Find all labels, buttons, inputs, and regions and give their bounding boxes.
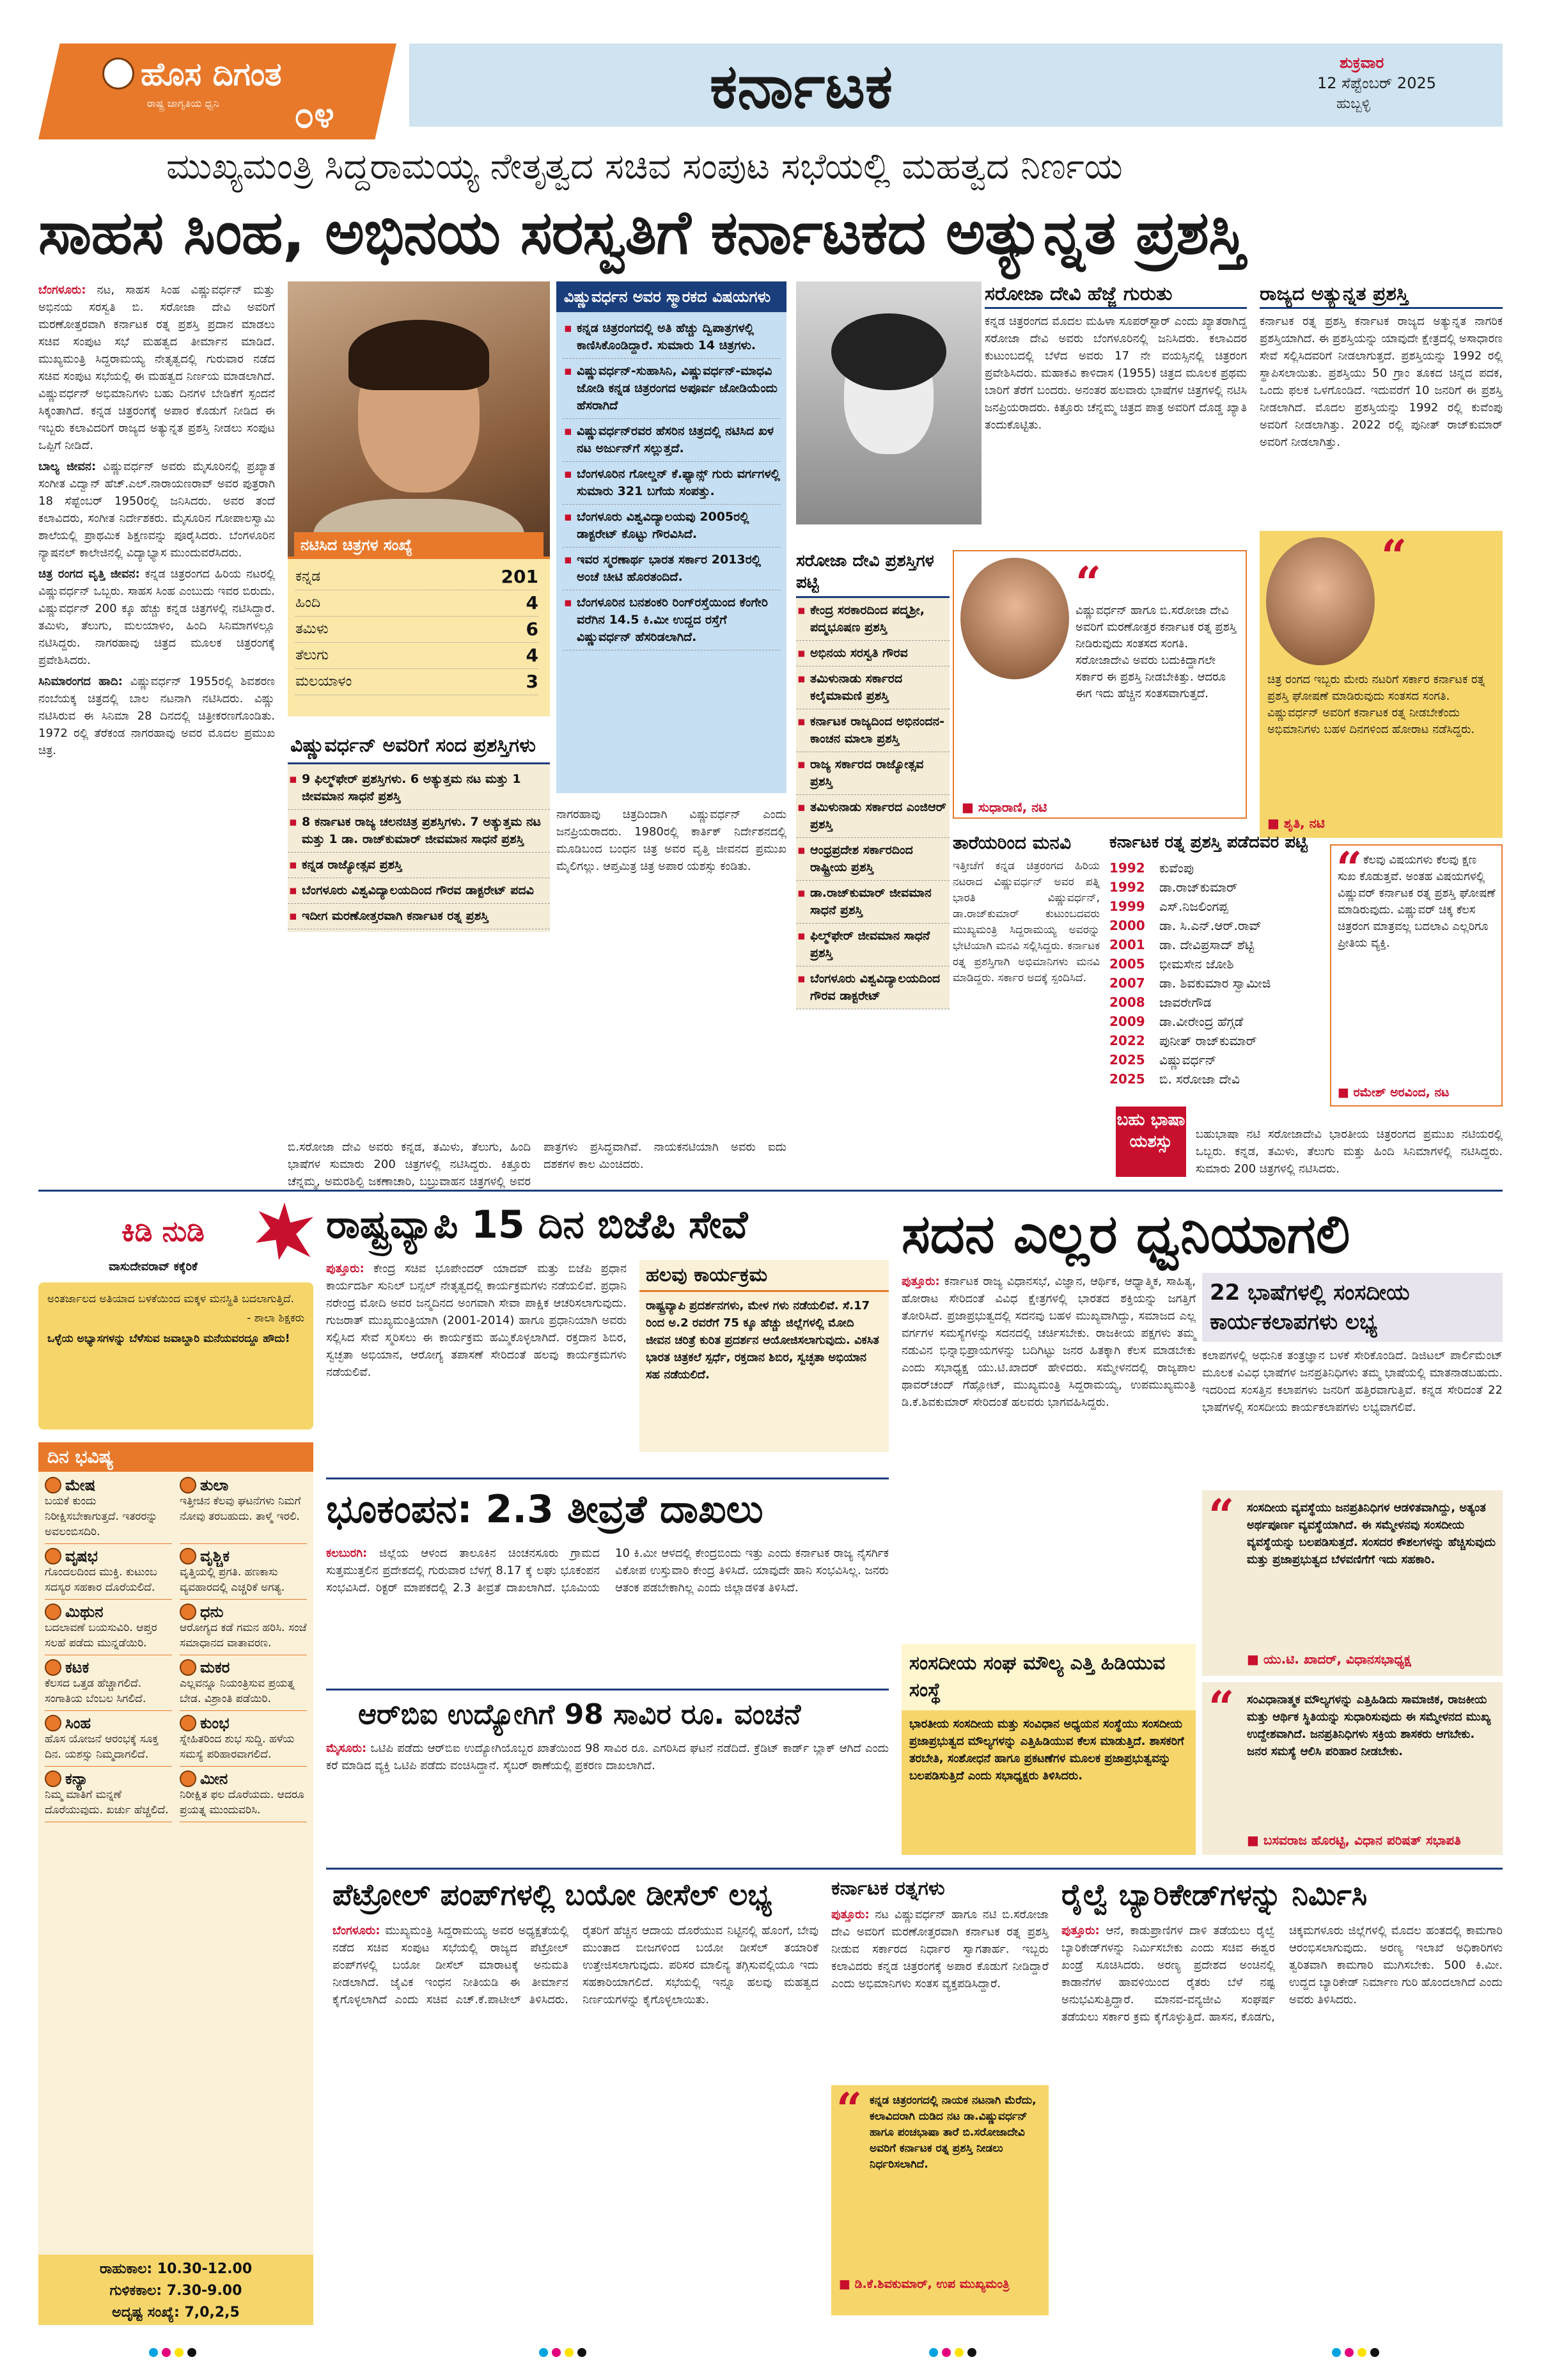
guli-time: 7.30-9.00	[166, 2283, 242, 2299]
films-count-value: 3	[526, 671, 538, 692]
sadana-quote-1-author-text: ಯು.ಟಿ. ಖಾದರ್, ವಿಧಾನಸಭಾಧ್ಯಕ್ಷ	[1263, 1651, 1411, 1667]
films-count-row	[295, 590, 538, 617]
memorial-title: ವಿಷ್ಣುವರ್ಧನ ಅವರ ಸ್ಮಾರಕದ ವಿಷಯಗಳು	[556, 281, 786, 312]
list-item: ▪ ತಮಿಳುನಾಡು ಸರ್ಕಾರದ ಕಲೈಮಾಮಣಿ ಪ್ರಶಸ್ತಿ	[796, 666, 950, 709]
kidi-nudi-box	[38, 1202, 313, 1433]
horoscope-sign-text: ಸ್ನೇಹಿತರಿಂದ ಶುಭ ಸುದ್ದಿ. ಹಳೆಯ ಸಮಸ್ಯೆ ಪರಿಹಾರವಾಗಲಿದೆ.	[180, 1733, 295, 1761]
horoscope-sign-name: ಧನು	[200, 1603, 224, 1621]
quote-ramesh-author: ■ ರಮೇಶ್ ಅರವಿಂದ, ನಟ	[1338, 1085, 1450, 1099]
horoscope-sign	[180, 1715, 307, 1767]
horoscope-sign-text: ವೃತ್ತಿಯಲ್ಲಿ ಪ್ರಗತಿ. ಹಣಕಾಸು ವ್ಯವಹಾರದಲ್ಲಿ ಎಚ್ಚರಿಕೆ ಅಗತ್ಯ.	[180, 1566, 285, 1594]
horoscope-sign-text: ಹೊಸ ಯೋಜನೆ ಆರಂಭಕ್ಕೆ ಸೂಕ್ತ ದಿನ. ಯಶಸ್ಸು ನಿಮ್ಮದಾಗಲಿದೆ.	[45, 1733, 159, 1761]
horoscope-sign-name: ವೃಶ್ಚಿಕ	[200, 1547, 230, 1565]
zodiac-icon	[180, 1548, 196, 1564]
brand-tagline: ರಾಷ್ಟ್ರ ಜಾಗೃತಿಯ ಧ್ವನಿ	[147, 97, 219, 109]
zodiac-icon	[180, 1604, 196, 1620]
quote-sudharani	[953, 550, 1247, 819]
shruthi-photo	[1266, 537, 1375, 665]
films-count-value: 6	[526, 619, 538, 640]
kidi-title: ಕಿಡಿ ನುಡಿ	[121, 1215, 205, 1248]
horoscope-sign	[45, 1604, 172, 1655]
recipient-year: 2025	[1109, 1052, 1145, 1068]
horoscope-sign-name: ಮೇಷ	[65, 1476, 96, 1494]
recipient-row	[1109, 858, 1320, 878]
logo-emblem-icon	[102, 58, 134, 90]
saroja-awards-list	[796, 598, 950, 1009]
masthead-day: ಶುಕ್ರವಾರ	[1340, 54, 1384, 72]
ratna-body-col	[831, 1906, 1049, 1992]
quake-headline: ಭೂಕಂಪನ: 2.3 ತೀವ್ರತೆ ದಾಖಲು	[326, 1487, 763, 1532]
recipient-name: ಡಾ.ರಾಜ್‌ಕುಮಾರ್	[1159, 879, 1238, 895]
list-item: ▪ ಬೆಂಗಳೂರು ವಿಶ್ವವಿದ್ಯಾಲಯವು 2005ರಲ್ಲಿ ಡಾಕ್ಟರೇಟ್ ಕೊಟ್ಟು ಗೌರವಿಸಿದೆ.	[563, 505, 780, 548]
stars-appeal	[953, 831, 1100, 986]
horoscope-sign-name: ಮಿಥುನ	[65, 1603, 104, 1621]
state-award-title: ರಾಜ್ಯದ ಅತ್ಯುನ್ನತ ಪ್ರಶಸ್ತಿ	[1260, 281, 1503, 309]
recipient-name: ಎಸ್.ನಿಜಲಿಂಗಪ್ಪ	[1159, 899, 1228, 914]
horoscope-sign-header	[180, 1604, 307, 1620]
lead-kicker: ಮುಖ್ಯಮಂತ್ರಿ ಸಿದ್ದರಾಮಯ್ಯ ನೇತೃತ್ವದ ಸಚಿವ ಸಂಪುಟ ಸಭೆಯಲ್ಲಿ ಮಹತ್ವದ ನಿರ್ಣಯ	[166, 146, 1123, 187]
rbi-dateline: ಮೈಸೂರು:	[326, 1742, 367, 1755]
sadana-quote-1-author: ■ ಯು.ಟಿ. ಖಾದರ್, ವಿಧಾನಸಭಾಧ್ಯಕ್ಷ	[1247, 1651, 1411, 1667]
horoscope-sign-header	[45, 1715, 172, 1731]
horoscope-sign-name: ಕುಂಭ	[200, 1714, 230, 1732]
lead-body-5: ನಾಗರಹಾವು ಚಿತ್ರದಿಂದಾಗಿ ವಿಷ್ಣುವರ್ಧನ್ ಎಂದು ಜನಪ್ರಿಯರಾದರು. 1980ರಲ್ಲಿ ಕಾರ್ತಿಕ್ ನಿರ್ದೇಶನದಲ್ಲಿ ಮೂಡಿಬಂದ ಬಂಧನ ಚಿತ್ರ ಅವರ ವೃತ್ತಿ ಜೀವನದ ಪ್ರಮುಖ ಮೈಲಿಗಲ್ಲು. ಆಪ್ತಮಿತ್ರ ಚಿತ್ರ ಅಪಾರ ಯಶಸ್ಸು ಕಂಡಿತು.	[556, 808, 786, 873]
quote-mark-icon: “	[1381, 530, 1407, 583]
recipient-name: ಡಾ. ಸಿ.ಎನ್.ಆರ್.ರಾವ್	[1159, 918, 1262, 933]
multilingual-badge-text: ಬಹು ಭಾಷಾ ಯಶಸ್ಸು	[1116, 1110, 1185, 1151]
recipient-year: 2008	[1109, 995, 1145, 1010]
quote-mark-icon: “	[1076, 556, 1102, 610]
horoscope-sign	[45, 1477, 172, 1544]
recipient-year: 2007	[1109, 975, 1145, 991]
bjp-box-body: ರಾಷ್ಟ್ರವ್ಯಾಪಿ ಪ್ರದರ್ಶನಗಳು, ಮೇಳ ಗಳು ನಡೆಯಲಿವೆ. ಸೆ.17 ರಿಂದ ಅ.2 ರವರೆಗೆ 75 ಕ್ಕೂ ಹೆಚ್ಚು ಜಿಲ್ಲೆಗಳಲ್ಲಿ ಮೋದಿ ಜೀವನ ಚರಿತ್ರೆ ಕುರಿತ ಪ್ರದರ್ಶನ ಆಯೋಜಿಸಲಾಗುವುದು. ವಿಕಸಿತ ಭಾರತ ಚಿತ್ರಕಲೆ ಸ್ಪರ್ಧೆ, ರಕ್ತದಾನ ಶಿಬಿರ, ಸ್ವಚ್ಛತಾ ಅಭಿಯಾನ ಸಹ ನಡೆಯಲಿದೆ.	[646, 1299, 879, 1382]
rahu-label: ರಾಹುಕಾಲ:	[99, 2261, 153, 2277]
ratna-body: ನಟ ವಿಷ್ಣುವರ್ಧನ್ ಹಾಗೂ ನಟಿ ಬಿ.ಸರೋಜಾ ದೇವಿ ಅವರಿಗೆ ಮರಣೋತ್ತರವಾಗಿ ಕರ್ನಾಟಕ ರತ್ನ ಪ್ರಶಸ್ತಿ ನೀಡುವ ಸರ್ಕಾರದ ನಿರ್ಧಾರ ಸ್ವಾಗತಾರ್ಹ. ಇಬ್ಬರು ಕಲಾವಿದರು ಕನ್ನಡ ಚಿತ್ರರಂಗಕ್ಕೆ ಅಪಾರ ಕೊಡುಗೆ ನೀಡಿದ್ದಾರೆ ಎಂದು ಅಭಿಮಾನಿಗಳು ಸಂತಸ ವ್ಯಕ್ತಪಡಿಸಿದ್ದಾರೆ.	[831, 1908, 1049, 1990]
lead-body-4: ವಿಷ್ಣುವರ್ಧನ್ 1955ರಲ್ಲಿ ಶಿವಶರಣ ನಂಬೆಯಕ್ಕ ಚಿತ್ರದಲ್ಲಿ ಬಾಲ ನಟನಾಗಿ ನಟಿಸಿದರು. ವಿಷ್ಣು ನಟಿಸಿರುವ ಈ ಸಿನಿಮಾ 28 ದಿನದಲ್ಲಿ ಚಿತ್ರೀಕರಣಗೊಂಡಿತು. 1972 ರಲ್ಲಿ ತೆರೆಕಂಡ ನಾಗರಹಾವು ಅವರ ಮೊದಲ ಪ್ರಮುಖ ಚಿತ್ರ.	[38, 675, 275, 757]
list-item: ▪ ಕನ್ನಡ ಚಿತ್ರರಂಗದಲ್ಲಿ ಅತಿ ಹೆಚ್ಚು ದ್ವಿಪಾತ್ರಗಳಲ್ಲಿ ಕಾಣಿಸಿಕೊಂಡಿದ್ದಾರೆ. ಸುಮಾರು 14 ಚಿತ್ರಗಳು.	[563, 316, 780, 359]
list-item: ▪ ಬೆಂಗಳೂರು ವಿಶ್ವವಿದ್ಯಾಲಯದಿಂದ ಗೌರವ ಡಾಕ್ಟರೇಟ್ ಪದವಿ	[288, 878, 550, 904]
zodiac-icon	[180, 1659, 196, 1676]
bjp-body-col	[326, 1260, 627, 1381]
recipient-name: ಕುವೆಂಪು	[1159, 860, 1194, 876]
list-item: ▪ ಬೆಂಗಳೂರಿನ ಗೋಲ್ಡನ್‌ ಕೆ.ಫ್ಯಾನ್ಸ್ ಗುರು ವರ್ಗಗಳಲ್ಲಿ ಸುಮಾರು 321 ಬಗೆಯ ಸಂಪತ್ತು.	[563, 462, 780, 505]
lead-sub-2: ಚಿತ್ರ ರಂಗದ ವೃತ್ತಿ ಜೀವನ:	[38, 567, 140, 581]
sadana-quote-1	[1202, 1490, 1503, 1676]
lead-dateline: ಬೆಂಗಳೂರು:	[38, 283, 86, 297]
films-count-row	[295, 643, 538, 669]
guli-label: ಗುಳಿಕಕಾಲ:	[109, 2283, 162, 2299]
recipient-row	[1109, 1050, 1320, 1069]
quote-ramesh	[1330, 844, 1503, 1107]
ratna-author-text: ಡಿ.ಕೆ.ಶಿವಕುಮಾರ್, ಉಪ ಮುಖ್ಯಮಂತ್ರಿ	[854, 2277, 1010, 2291]
sadana-body-col	[902, 1273, 1196, 1411]
rbi-rule	[326, 1689, 889, 1690]
quote-shruthi	[1260, 531, 1503, 838]
quote-mark-icon: “	[1336, 842, 1363, 895]
zodiac-icon	[45, 1659, 61, 1676]
section-title: ಕರ್ನಾಟಕ	[710, 50, 893, 122]
vishnu-awards-list	[288, 764, 550, 932]
films-count-row	[295, 669, 538, 695]
brand-name: ಹೊಸ ದಿಗಂತ	[141, 55, 282, 93]
sadana-side-body: ಕಲಾಪಗಳಲ್ಲಿ ಅಧುನಿಕ ತಂತ್ರಜ್ಞಾನ ಬಳಕೆ ಸೇರಿಕೊಂಡಿದೆ. ಡಿಜಿಟಲ್ ಪಾರ್ಲಿಮೆಂಟ್ ಮೂಲಕ ವಿವಿಧ ಭಾಷೆಗಳ ಜನಪ್ರತಿನಿಧಿಗಳು ತಮ್ಮ ಭಾಷೆಯಲ್ಲಿ ಮಾತನಾಡಬಹುದು. ಇದರಿಂದ ಸಂಸತ್ತಿನ ಕಲಾಪಗಳು ಜನರಿಗೆ ಹತ್ತಿರವಾಗುತ್ತಿವೆ. ಕನ್ನಡ ಸೇರಿದಂತೆ 22 ಭಾಷೆಗಳಲ್ಲಿ ಸಂಸದೀಯ ಕಾರ್ಯಕಲಾಪಗಳು ಲಭ್ಯವಾಗಲಿವೆ.	[1202, 1349, 1503, 1414]
sadana-quote-2-author: ■ ಬಸವರಾಜ ಹೊರಟ್ಟಿ, ವಿಧಾನ ಪರಿಷತ್ ಸಭಾಪತಿ	[1247, 1832, 1461, 1848]
quote-ramesh-author-text: ರಮೇಶ್ ಅರವಿಂದ, ನಟ	[1353, 1085, 1450, 1099]
state-award-box	[1260, 281, 1503, 451]
lead-headline: ಸಾಹಸ ಸಿಂಹ, ಅಭಿನಯ ಸರಸ್ವತಿಗೆ ಕರ್ನಾಟಕದ ಅತ್ಯುನ್ನತ ಪ್ರಶಸ್ತಿ	[38, 198, 1245, 268]
recipient-year: 2022	[1109, 1033, 1145, 1048]
recipient-year: 2001	[1109, 937, 1145, 952]
sadana-box	[902, 1644, 1196, 1855]
recipient-year: 2025	[1109, 1071, 1145, 1087]
quote-shruthi-author-text: ಶೃತಿ, ನಟಿ	[1283, 816, 1325, 831]
horoscope-sign-header	[180, 1548, 307, 1564]
zodiac-icon	[45, 1604, 61, 1620]
section-divider-2	[326, 1868, 1503, 1870]
horoscope-sign-header	[45, 1477, 172, 1493]
films-count-value: 4	[526, 645, 538, 666]
horoscope-box	[38, 1442, 313, 2325]
recipient-row	[1109, 1069, 1320, 1089]
railway-body-col	[1061, 1922, 1503, 2319]
zodiac-icon	[180, 1770, 196, 1787]
list-item: ▪ ಇವರ ಸ್ಮರಣಾರ್ಥ ಭಾರತ ಸರ್ಕಾರ 2013ರಲ್ಲಿ ಅಂಚೆ ಚೀಟಿ ಹೊರತಂದಿದೆ.	[563, 548, 780, 590]
petrol-body-col	[332, 1922, 818, 2319]
recipient-row	[1109, 897, 1320, 916]
saroja-devi-photo	[796, 281, 982, 524]
films-count-language: ಕನ್ನಡ	[295, 569, 321, 585]
ratna-author: ■ ಡಿ.ಕೆ.ಶಿವಕುಮಾರ್, ಉಪ ಮುಖ್ಯಮಂತ್ರಿ	[839, 2277, 1010, 2291]
lead-body-3: ಕನ್ನಡ ಚಿತ್ರರಂಗದ ಹಿರಿಯ ನಟರಲ್ಲಿ ವಿಷ್ಣುವರ್ಧನ್ ಒಬ್ಬರು. ಸಾಹಸ ಸಿಂಹ ಎಂಬುದು ಇವರ ಬಿರುದು. ವಿಷ್ಣುವರ್ಧನ್ 200 ಕ್ಕೂ ಹೆಚ್ಚು ಕನ್ನಡ ಚಿತ್ರಗಳಲ್ಲಿ ನಟಿಸಿದ್ದಾರೆ. ತಮಿಳು, ತೆಲುಗು, ಮಲಯಾಳಂ, ಹಿಂದಿ ಸಿನಿಮಾಗಳಲ್ಲೂ ನಟಿಸಿದ್ದರು. ನಾಗರಹಾವು ಚಿತ್ರದ ಮೂಲಕ ಚಿತ್ರರಂಗಕ್ಕೆ ಪ್ರವೇಶಿಸಿದರು.	[38, 567, 275, 667]
print-marks	[0, 2341, 1541, 2367]
horoscope-footer	[38, 2255, 313, 2325]
recipient-row	[1109, 993, 1320, 1012]
horoscope-sign-header	[45, 1548, 172, 1564]
horoscope-sign	[45, 1659, 172, 1711]
page-number: ೦೪	[294, 95, 334, 136]
recipient-name: ಬಿ. ಸರೋಜಾ ದೇವಿ	[1159, 1071, 1240, 1087]
ratna-dateline: ಪುತ್ತೂರು:	[831, 1908, 870, 1921]
kidi-line-1: ಅಂತರ್ಜಾಲದ ಅತಿಯಾದ ಬಳಕೆಯಿಂದ ಮಕ್ಕಳ ಮನಸ್ಥಿತಿ ಬದಲಾಗುತ್ತಿದೆ.	[47, 1293, 294, 1305]
ratna-quote: ಕನ್ನಡ ಚಿತ್ರರಂಗದಲ್ಲಿ ನಾಯಕ ನಟನಾಗಿ ಮೆರೆದು, ಕಲಾವಿದರಾಗಿ ದುಡಿದ ನಟ ಡಾ.ವಿಷ್ಣುವರ್ಧನ್ ಹಾಗೂ ಪಂಚಭಾಷಾ ತಾರೆ ಬಿ.ಸರೋಜಾದೇವಿ ಅವರಿಗೆ ಕರ್ನಾಟಕ ರತ್ನ ಪ್ರಶಸ್ತಿ ನೀಡಲು ನಿರ್ಧರಿಸಲಾಗಿದೆ.	[870, 2094, 1036, 2171]
films-count-language: ತೆಲುಗು	[295, 647, 329, 663]
films-count-language: ಮಲಯಾಳಂ	[295, 674, 352, 690]
sadana-body: ಕರ್ನಾಟಕ ರಾಜ್ಯ ವಿಧಾನಸಭೆ, ವಿಜ್ಞಾನ, ಆರ್ಥಿಕ, ಆಧ್ಯಾತ್ಮಿಕ, ಸಾಹಿತ್ಯ, ಹೋರಾಟ ಸೇರಿದಂತೆ ವಿವಿಧ ಕ್ಷೇತ್ರಗಳಲ್ಲಿ ಭಾರತದ ಶಕ್ತಿಯನ್ನು ಜಗತ್ತಿಗೆ ತೋರಿಸಿದೆ. ಪ್ರಜಾಪ್ರಭುತ್ವದಲ್ಲಿ ಸದನವು ಬಹಳ ಮುಖ್ಯವಾಗಿದ್ದು, ಸಮಾಜದ ಎಲ್ಲ ವರ್ಗಗಳ ಸಮಸ್ಯೆಗಳನ್ನು ಸದನದಲ್ಲಿ ಚರ್ಚಿಸಬೇಕು. ರಾಜಕೀಯ ಪಕ್ಷಗಳು ತಮ್ಮ ನಡುವಿನ ಭಿನ್ನಾಭಿಪ್ರಾಯಗಳನ್ನು ಬದಿಗಿಟ್ಟು ಜನರ ಹಿತಕ್ಕಾಗಿ ಕೆಲಸ ಮಾಡಬೇಕು ಎಂದು ಸಭಾಧ್ಯಕ್ಷ ಯು.ಟಿ.ಖಾದರ್ ಹೇಳಿದರು. ಸಮ್ಮೇಳನದಲ್ಲಿ ರಾಜ್ಯಪಾಲ ಥಾವರ್‌ಚಂದ್ ಗೆಹ್ಲೋಟ್, ಮುಖ್ಯಮಂತ್ರಿ ಸಿದ್ದರಾಮಯ್ಯ, ಉಪಮುಖ್ಯಮಂತ್ರಿ ಡಿ.ಕೆ.ಶಿವಕುಮಾರ್ ಸೇರಿದಂತೆ ಹಲವರು ಭಾಗವಹಿಸಿದ್ದರು.	[902, 1275, 1196, 1409]
vishnu-memorial-box	[556, 281, 786, 793]
recipient-name: ಭೀಮಸೇನ ಜೋಶಿ	[1159, 956, 1234, 972]
horoscope-sign	[180, 1604, 307, 1655]
lead-sub-3: ಸಿನಿಮಾರಂಗದ ಹಾದಿ:	[38, 675, 123, 688]
railway-headline: ರೈಲ್ವೆ ಬ್ಯಾರಿಕೇಡ್‌ಗಳನ್ನು ನಿರ್ಮಿಸಿ	[1061, 1877, 1368, 1912]
lead-column-3	[556, 806, 786, 875]
recipient-row	[1109, 973, 1320, 993]
sadana-headline: ಸದನ ಎಲ್ಲರ ಧ್ವನಿಯಾಗಲಿ	[902, 1202, 1350, 1265]
horoscope-grid	[38, 1472, 313, 1827]
railway-body: ಆನೆ, ಕಾಡುಪ್ರಾಣಿಗಳ ದಾಳಿ ತಡೆಯಲು ರೈಲ್ವೆ ಬ್ಯಾರಿಕೇಡ್‌ಗಳನ್ನು ನಿರ್ಮಿಸಬೇಕು ಎಂದು ಸಚಿವ ಈಶ್ವರ ಖಂಡ್ರೆ ಸೂಚಿಸಿದರು. ಅರಣ್ಯ ಪ್ರದೇಶದ ಅಂಚಿನಲ್ಲಿ ಕಾಡಾನೆಗಳ ಹಾವಳಿಯಿಂದ ರೈತರು ಬೆಳೆ ನಷ್ಟ ಅನುಭವಿಸುತ್ತಿದ್ದಾರೆ. ಮಾನವ-ವನ್ಯಜೀವಿ ಸಂಘರ್ಷ ತಡೆಯಲು ಸರ್ಕಾರ ಕ್ರಮ ಕೈಗೊಳ್ಳುತ್ತಿದೆ. ಹಾಸನ, ಕೊಡಗು, ಚಿಕ್ಕಮಗಳೂರು ಜಿಲ್ಲೆಗಳಲ್ಲಿ ಮೊದಲ ಹಂತದಲ್ಲಿ ಕಾಮಗಾರಿ ಆರಂಭಿಸಲಾಗುವುದು. ಅರಣ್ಯ ಇಲಾಖೆ ಅಧಿಕಾರಿಗಳು ತ್ವರಿತವಾಗಿ ಕಾಮಗಾರಿ ಮುಗಿಸಬೇಕು. 500 ಕಿ.ಮೀ. ಉದ್ದದ ಬ್ಯಾರಿಕೇಡ್ ನಿರ್ಮಾಣ ಗುರಿ ಹೊಂದಲಾಗಿದೆ ಎಂದು ಅವರು ತಿಳಿಸಿದರು.	[1061, 1924, 1503, 2024]
films-count-language: ಹಿಂದಿ	[295, 595, 321, 611]
kidi-burst-icon	[256, 1202, 313, 1260]
print-dots-3	[927, 2347, 978, 2360]
recipient-year: 1992	[1109, 879, 1145, 895]
quake-dateline: ಕಲಬುರಗಿ:	[326, 1547, 368, 1560]
films-count-box	[288, 536, 550, 716]
horoscope-sign	[45, 1548, 172, 1600]
horoscope-sign	[180, 1548, 307, 1600]
horoscope-sign-text: ಕೆಲಸದ ಒತ್ತಡ ಹೆಚ್ಚಾಗಲಿದೆ. ಸಂಗಾತಿಯ ಬೆಂಬಲ ಸಿಗಲಿದೆ.	[45, 1677, 146, 1705]
horoscope-sign-text: ನಿರೀಕ್ಷಿತ ಫಲ ದೊರೆಯದು. ಆದರೂ ಪ್ರಯತ್ನ ಮುಂದುವರಿಸಿ.	[180, 1788, 304, 1817]
zodiac-icon	[45, 1477, 61, 1493]
list-item: ▪ ಆಂಧ್ರಪ್ರದೇಶ ಸರ್ಕಾರದಿಂದ ರಾಷ್ಟ್ರೀಯ ಪ್ರಶಸ್ತಿ	[796, 838, 950, 881]
lead-body-6: ಬಿ.ಸರೋಜಾ ದೇವಿ ಅವರು ಕನ್ನಡ, ತಮಿಳು, ತೆಲುಗು, ಹಿಂದಿ ಭಾಷೆಗಳ ಸುಮಾರು 200 ಚಿತ್ರಗಳಲ್ಲಿ ನಟಿಸಿದ್ದರು. ಕಿತ್ತೂರು ಚೆನ್ನಮ್ಮ, ಅಮರಶಿಲ್ಪಿ ಜಕಣಾಚಾರಿ, ಬಬ್ರುವಾಹನ ಚಿತ್ರಗಳಲ್ಲಿ ಅವರ ಪಾತ್ರಗಳು ಪ್ರಸಿದ್ಧವಾಗಿವೆ. ನಾಯಕನಟಿಯಾಗಿ ಅವರು ಐದು ದಶಕಗಳ ಕಾಲ ಮಿಂಚಿದರು.	[288, 1140, 786, 1188]
photo-hair-shape	[348, 320, 489, 390]
films-count-title: ನಟಿಸಿದ ಚಿತ್ರಗಳ ಸಂಖ್ಯೆ	[294, 532, 544, 558]
quote-mark-icon: “	[836, 2083, 863, 2136]
quote-shruthi-text: ಚಿತ್ರ ರಂಗದ ಇಬ್ಬರು ಮೇರು ನಟರಿಗೆ ಸರ್ಕಾರ ಕರ್ನಾಟಕ ರತ್ನ ಪ್ರಶಸ್ತಿ ಘೋಷಣೆ ಮಾಡಿರುವುದು ಸಂತಸದ ಸಂಗತಿ. ವಿಷ್ಣುವರ್ಧನ್ ಅವರಿಗೆ ಕರ್ನಾಟಕ ರತ್ನ ನೀಡಬೇಕೆಂದು ಅಭಿಮಾನಿಗಳು ಬಹಳ ದಿನಗಳಿಂದ ಹೋರಾಟ ನಡೆಸಿದ್ದರು.	[1267, 673, 1485, 736]
bjp-box	[639, 1260, 889, 1452]
print-dots-4	[1330, 2347, 1381, 2360]
lead-body-2: ವಿಷ್ಣುವರ್ಧನ್ ಅವರು ಮೈಸೂರಿನಲ್ಲಿ ಪ್ರಖ್ಯಾತ ಸಂಗೀತ ವಿದ್ವಾನ್ ಹೆಚ್.ಎಲ್.ನಾರಾಯಣರಾವ್ ಅವರ ಪುತ್ರರಾಗಿ 18 ಸೆಪ್ಟೆಂಬರ್ 1950ರಲ್ಲಿ ಜನಿಸಿದರು. ಅವರ ತಂದೆ ಕಲಾವಿದರು, ಸಂಗೀತ ನಿರ್ದೇಶಕರು. ಮೈಸೂರಿನ ಗೋಪಾಲಸ್ವಾಮಿ ಶಾಲೆಯಲ್ಲಿ ಪ್ರಾಥಮಿಕ ಶಿಕ್ಷಣವನ್ನು ಪೂರೈಸಿದರು. ಬೆಂಗಳೂರಿನ ನ್ಯಾಷನಲ್ ಕಾಲೇಜಿನಲ್ಲಿ ವಿದ್ಯಾಭ್ಯಾಸ ಮುಂದುವರೆಸಿದರು.	[38, 460, 275, 560]
horoscope-sign-text: ನಿಮ್ಮ ಮಾತಿಗೆ ಮನ್ನಣೆ ದೊರೆಯುವುದು. ಖರ್ಚು ಹೆಚ್ಚಲಿದೆ.	[45, 1788, 169, 1817]
vishnu-awards-box	[288, 729, 550, 1126]
lucky-label: ಅದೃಷ್ಟ ಸಂಖ್ಯೆ:	[112, 2305, 180, 2321]
lead-column-3b	[288, 1139, 786, 1190]
horoscope-sign	[180, 1477, 307, 1544]
recipients-list-box	[1109, 831, 1320, 1089]
bjp-headline: ರಾಷ್ಟ್ರವ್ಯಾಪಿ 15 ದಿನ ಬಿಜೆಪಿ ಸೇವೆ	[326, 1202, 748, 1247]
sadana-quote-1-text: ಸಂಸದೀಯ ವ್ಯವಸ್ಥೆಯು ಜನಪ್ರತಿನಿಧಿಗಳ ಆಡಳಿತವಾಗಿದ್ದು, ಅತ್ಯಂತ ಅರ್ಥಪೂರ್ಣ ವ್ಯವಸ್ಥೆಯಾಗಿದೆ. ಈ ಸಮ್ಮೇಳನವು ಸಂಸದೀಯ ವ್ಯವಸ್ಥೆಯನ್ನು ಬಲಪಡಿಸುತ್ತದೆ. ಸಂಸದರ ಕೌಶಲಗಳನ್ನು ಹೆಚ್ಚಿಸುವುದು ಮತ್ತು ಪ್ರಜಾಪ್ರಭುತ್ವದ ಬೆಳವಣಿಗೆಗೆ ಇದು ಸಹಕಾರಿ.	[1247, 1501, 1496, 1566]
horoscope-sign-header	[180, 1770, 307, 1787]
list-item: ▪ ವಿಷ್ಣುವರ್ಧನ್‌ರವರ ಹೆಸರಿನ ಚಿತ್ರದಲ್ಲಿ ನಟಿಸಿದ ಖಳ ನಟ ಅರ್ಜುನ್‌ಗೆ ಸಲ್ಲುತ್ತದೆ.	[563, 419, 780, 462]
horoscope-sign-text: ಎಲ್ಲವನ್ನೂ ನಿಯಂತ್ರಿಸುವ ಪ್ರಯತ್ನ ಬೇಡ. ವಿಶ್ರಾಂತಿ ಪಡೆಯಿರಿ.	[180, 1677, 295, 1705]
horoscope-sign-header	[180, 1659, 307, 1676]
zodiac-icon	[180, 1477, 196, 1493]
zodiac-icon	[45, 1770, 61, 1787]
list-item: ▪ ಫಿಲ್ಮ್‌ಫೇರ್ ಜೀವಮಾನ ಸಾಧನೆ ಪ್ರಶಸ್ತಿ	[796, 924, 950, 966]
petrol-headline: ಪೆಟ್ರೋಲ್ ಪಂಪ್‌ಗಳಲ್ಲಿ ಬಯೋ ಡೀಸೆಲ್ ಲಭ್ಯ	[332, 1877, 772, 1912]
recipient-row	[1109, 954, 1320, 973]
recipient-row	[1109, 1031, 1320, 1050]
horoscope-sign-text: ಬದಲಾವಣೆ ಬಯಸುವಿರಿ. ಆಪ್ತರ ಸಲಹೆ ಪಡೆದು ಮುನ್ನಡೆಯಿರಿ.	[45, 1621, 157, 1650]
masthead	[38, 43, 1503, 139]
horoscope-sign	[45, 1715, 172, 1767]
vishnu-awards-title: ವಿಷ್ಣುವರ್ಧನ್ ಅವರಿಗೆ ಸಂದ ಪ್ರಶಸ್ತಿಗಳು	[288, 729, 550, 764]
horoscope-sign	[180, 1770, 307, 1822]
recipient-row	[1109, 1012, 1320, 1031]
lucky-numbers: 7,0,2,5	[184, 2305, 240, 2321]
stars-appeal-body: ಇತ್ತೀಚೆಗೆ ಕನ್ನಡ ಚಿತ್ರರಂಗದ ಹಿರಿಯ ನಟರಾದ ವಿಷ್ಣುವರ್ಧನ್ ಅವರ ಪತ್ನಿ ಭಾರತಿ ವಿಷ್ಣುವರ್ಧನ್, ಡಾ.ರಾಜ್‌ಕುಮಾರ್ ಕುಟುಂಬದವರು ಮುಖ್ಯಮಂತ್ರಿ ಸಿದ್ದರಾಮಯ್ಯ ಅವರನ್ನು ಭೇಟಿಯಾಗಿ ಮನವಿ ಸಲ್ಲಿಸಿದ್ದರು. ಕರ್ನಾಟಕ ರತ್ನ ಪ್ರಶಸ್ತಿಗಾಗಿ ಅಭಿಮಾನಿಗಳು ಮನವಿ ಮಾಡಿದ್ದರು. ಸರ್ಕಾರ ಅದಕ್ಕೆ ಸ್ಪಂದಿಸಿದೆ.	[953, 860, 1100, 984]
rahu-time: 10.30-12.00	[157, 2261, 253, 2277]
kidi-line-2: - ಶಾಲಾ ಶಿಕ್ಷಕರು	[247, 1312, 304, 1325]
quote-sudharani-author: ■ ಸುಧಾರಾಣಿ, ನಟಿ	[962, 800, 1047, 815]
quake-body-col	[326, 1545, 889, 1596]
list-item: ▪ 8 ಕರ್ನಾಟಕ ರಾಜ್ಯ ಚಲನಚಿತ್ರ ಪ್ರಶಸ್ತಿಗಳು. 7 ಅತ್ಯುತ್ತಮ ನಟ ಮತ್ತು 1 ಡಾ. ರಾಜ್‌ಕುಮಾರ್ ಜೀವಮಾನ ಸಾಧನೆ ಪ್ರಶಸ್ತಿ	[288, 810, 550, 853]
memorial-list	[556, 312, 786, 654]
lead-body-1: ನಟ, ಸಾಹಸ ಸಿಂಹ ವಿಷ್ಣುವರ್ಧನ್ ಮತ್ತು ಅಭಿನಯ ಸರಸ್ವತಿ ಬಿ. ಸರೋಜಾ ದೇವಿ ಅವರಿಗೆ ಮರಣೋತ್ತರವಾಗಿ ಕರ್ನಾಟಕ ರತ್ನ ಪ್ರಶಸ್ತಿ ಪ್ರದಾನ ಮಾಡಲು ಸಚಿವ ಸಂಪುಟ ಸಭೆ ಮಹತ್ವದ ತೀರ್ಮಾನ ಮಾಡಿದೆ. ಮುಖ್ಯಮಂತ್ರಿ ಸಿದ್ದರಾಮಯ್ಯ ನೇತೃತ್ವದಲ್ಲಿ ಗುರುವಾರ ನಡೆದ ಸಚಿವ ಸಂಪುಟ ಸಭೆಯಲ್ಲಿ ಈ ಮಹತ್ವದ ನಿರ್ಣಯ ಮಾಡಲಾಗಿದೆ. ವಿಷ್ಣುವರ್ಧನ್ ಅಭಿಮಾನಿಗಳು ಬಹು ದಿನಗಳ ಬೇಡಿಕೆಗೆ ಸ್ಪಂದನೆ ಸಿಕ್ಕಂತಾಗಿದೆ. ಕನ್ನಡ ಚಿತ್ರರಂಗಕ್ಕೆ ಅಪಾರ ಕೊಡುಗೆ ನೀಡಿದ ಈ ಇಬ್ಬರು ಕಲಾವಿದರಿಗೆ ರಾಜ್ಯದ ಅತ್ಯುನ್ನತ ಪ್ರಶಸ್ತಿ ನೀಡಲು ಸಂಪುಟ ಒಪ್ಪಿಗೆ ನೀಡಿದೆ.	[38, 283, 275, 452]
quote-ramesh-text: ಕೆಲವು ವಿಷಯಗಳು ಕೆಲವು ಕ್ಷಣ ಸುಖ ಕೊಡುತ್ತವೆ. ಅಂತಹ ವಿಷಯಗಳಲ್ಲಿ ವಿಷ್ಣುವರ್ ಕರ್ನಾಟಕ ರತ್ನ ಪ್ರಶಸ್ತಿ ಘೋಷಣೆ ಮಾಡಿರುವುದು. ವಿಷ್ಣುವರ್ ಚಿಕ್ಕ ಕೆಲಸ ಚಿತ್ರರಂಗ ಮಾತ್ರವಲ್ಲ ಬದಲಾವಿ ಎಲ್ಲರಿಗೂ ಪ್ರೀತಿಯ ವ್ಯಕ್ತಿ.	[1338, 853, 1496, 950]
list-item: ▪ ಡಾ.ರಾಜ್‌ಕುಮಾರ್ ಜೀವಮಾನ ಸಾಧನೆ ಪ್ರಶಸ್ತಿ	[796, 881, 950, 924]
rbi-body: ಒಟಿಪಿ ಪಡೆದು ಆರ್‌ಬಿಐ ಉದ್ಯೋಗಿಯೊಬ್ಬರ ಖಾತೆಯಿಂದ 98 ಸಾವಿರ ರೂ. ಎಗರಿಸಿದ ಘಟನೆ ನಡೆದಿದೆ. ಕ್ರೆಡಿಟ್ ಕಾರ್ಡ್ ಬ್ಲಾಕ್ ಆಗಿದೆ ಎಂದು ಕರೆ ಮಾಡಿದ ವ್ಯಕ್ತಿ ಒಟಿಪಿ ಪಡೆದು ವಂಚಿಸಿದ್ದಾನೆ. ಸೈಬರ್ ಠಾಣೆಯಲ್ಲಿ ಪ್ರಕರಣ ದಾಖಲಾಗಿದೆ.	[326, 1742, 889, 1772]
photo-hair-shape	[831, 313, 946, 390]
saroja-guru-title: ಸರೋಜಾ ದೇವಿ ಹೆಜ್ಜೆ ಗುರುತು	[985, 281, 1247, 309]
horoscope-sign	[180, 1659, 307, 1711]
lead-body-7: ಬಹುಭಾಷಾ ನಟಿ ಸರೋಜಾದೇವಿ ಭಾರತೀಯ ಚಿತ್ರರಂಗದ ಪ್ರಮುಖ ನಟಿಯರಲ್ಲಿ ಒಬ್ಬರು. ಕನ್ನಡ, ತಮಿಳು, ತೆಲುಗು ಮತ್ತು ಹಿಂದಿ ಸಿನಿಮಾಗಳಲ್ಲಿ ನಟಿಸಿದ್ದರು. ಸುಮಾರು 200 ಚಿತ್ರಗಳಲ್ಲಿ ನಟಿಸಿದರು.	[1196, 1128, 1503, 1176]
bjp-body: ಕೇಂದ್ರ ಸಚಿವ ಭೂಪೇಂದರ್ ಯಾದವ್ ಮತ್ತು ಬಿಜೆಪಿ ಪ್ರಧಾನ ಕಾರ್ಯದರ್ಶಿ ಸುನಿಲ್ ಬನ್ಸಲ್ ನೇತೃತ್ವದಲ್ಲಿ ಕಾರ್ಯಕ್ರಮಗಳು ನಡೆಯಲಿವೆ. ಪ್ರಧಾನಿ ನರೇಂದ್ರ ಮೋದಿ ಅವರ ಜನ್ಮದಿನದ ಅಂಗವಾಗಿ ಸೇವಾ ಪಾಕ್ಷಿಕ ಆಚರಿಸಲಾಗುವುದು. ಗುಜರಾತ್ ಮುಖ್ಯಮಂತ್ರಿಯಾಗಿ (2001-2014) ಹಾಗೂ ಪ್ರಧಾನಿಯಾಗಿ ಅವರು ಸಲ್ಲಿಸಿದ ಸೇವೆ ಸ್ಮರಿಸಲು ಈ ಕಾರ್ಯಕ್ರಮ ಹಮ್ಮಿಕೊಳ್ಳಲಾಗಿದೆ. ರಕ್ತದಾನ ಶಿಬಿರ, ಸ್ವಚ್ಛತಾ ಅಭಿಯಾನ, ಆರೋಗ್ಯ ತಪಾಸಣೆ ಸೇರಿದಂತೆ ಹಲವು ಕಾರ್ಯಕ್ರಮಗಳು ನಡೆಯಲಿವೆ.	[326, 1262, 627, 1379]
zodiac-icon	[180, 1715, 196, 1731]
bjp-dateline: ಪುತ್ತೂರು:	[326, 1262, 364, 1275]
horoscope-sign-header	[45, 1770, 172, 1787]
horoscope-title: ದಿನ ಭವಿಷ್ಯ	[38, 1442, 313, 1472]
horoscope-sign-text: ಗೊಂದಲದಿಂದ ಮುಕ್ತಿ. ಕುಟುಂಬ ಸದಸ್ಯರ ಸಹಕಾರ ದೊರೆಯಲಿದೆ.	[45, 1566, 157, 1594]
list-item: ▪ ಇದೀಗ ಮರಣೋತ್ತರವಾಗಿ ಕರ್ನಾಟಕ ರತ್ನ ಪ್ರಶಸ್ತಿ	[288, 904, 550, 929]
recipient-name: ವಿಷ್ಣುವರ್ಧನ್	[1159, 1052, 1217, 1068]
masthead-date: 12 ಸೆಪ್ಟೆಂಬರ್ 2025	[1317, 74, 1437, 92]
zodiac-icon	[45, 1548, 61, 1564]
films-count-row	[295, 564, 538, 590]
zodiac-icon	[45, 1715, 61, 1731]
recipient-year: 2005	[1109, 956, 1145, 972]
petrol-dateline: ಬೆಂಗಳೂರು:	[332, 1924, 380, 1937]
petrol-body: ಮುಖ್ಯಮಂತ್ರಿ ಸಿದ್ದರಾಮಯ್ಯ ಅವರ ಅಧ್ಯಕ್ಷತೆಯಲ್ಲಿ ನಡೆದ ಸಚಿವ ಸಂಪುಟ ಸಭೆಯಲ್ಲಿ ರಾಜ್ಯದ ಪೆಟ್ರೋಲ್ ಪಂಪ್‌ಗಳಲ್ಲಿ ಬಯೋ ಡೀಸೆಲ್ ಮಾರಾಟಕ್ಕೆ ಅನುಮತಿ ನೀಡಲಾಗಿದೆ. ಜೈವಿಕ ಇಂಧನ ನೀತಿಯಡಿ ಈ ತೀರ್ಮಾನ ಕೈಗೊಳ್ಳಲಾಗಿದೆ ಎಂದು ಸಚಿವ ಎಚ್.ಕೆ.ಪಾಟೀಲ್ ತಿಳಿಸಿದರು. ರೈತರಿಗೆ ಹೆಚ್ಚಿನ ಆದಾಯ ದೊರೆಯುವ ನಿಟ್ಟಿನಲ್ಲಿ ಹೊಂಗೆ, ಬೇವು ಮುಂತಾದ ಬೀಜಗಳಿಂದ ಬಯೋ ಡೀಸೆಲ್ ತಯಾರಿಕೆ ಉತ್ತೇಜಿಸಲಾಗುವುದು. ಪರಿಸರ ಮಾಲಿನ್ಯ ತಗ್ಗಿಸುವಲ್ಲಿಯೂ ಇದು ಸಹಕಾರಿಯಾಗಲಿದೆ. ಸಭೆಯಲ್ಲಿ ಇನ್ನೂ ಹಲವು ಮಹತ್ವದ ನಿರ್ಣಯಗಳನ್ನು ಕೈಗೊಳ್ಳಲಾಯಿತು.	[332, 1924, 818, 2006]
films-count-table	[295, 564, 538, 695]
sudharani-photo	[960, 558, 1069, 679]
list-item: ▪ ಕರ್ನಾಟಕ ರಾಜ್ಯದಿಂದ ಅಭಿನಂದನ-ಕಾಂಚನ ಮಾಲಾ ಪ್ರಶಸ್ತಿ	[796, 709, 950, 752]
sadana-quote-2	[1202, 1682, 1503, 1855]
list-item: ▪ ತಮಿಳುನಾಡು ಸರ್ಕಾರದ ಎಂಜಿಆರ್ ಪ್ರಶಸ್ತಿ	[796, 795, 950, 838]
sadana-side-title: 22 ಭಾಷೆಗಳಲ್ಲಿ ಸಂಸದೀಯ ಕಾರ್ಯಕಲಾಪಗಳು ಲಭ್ಯ	[1202, 1273, 1503, 1342]
list-item: ▪ ಕನ್ನಡ ರಾಜ್ಯೋತ್ಸವ ಪ್ರಶಸ್ತಿ	[288, 853, 550, 878]
kidi-body	[38, 1282, 313, 1430]
section-divider	[38, 1190, 1503, 1192]
recipient-year: 1999	[1109, 899, 1145, 914]
horoscope-sign	[45, 1770, 172, 1822]
sadana-dateline: ಪುತ್ತೂರು:	[902, 1275, 940, 1288]
films-count-row	[295, 617, 538, 643]
films-count-value: 4	[526, 592, 538, 613]
recipient-name: ಡಾ.ವೀರೇಂದ್ರ ಹೆಗ್ಗಡೆ	[1159, 1014, 1244, 1029]
masthead-city: ಹುಬ್ಬಳ್ಳಿ	[1336, 96, 1371, 112]
print-dots-1	[147, 2347, 198, 2360]
list-item: ▪ ವಿಷ್ಣುವರ್ಧನ್-ಸುಹಾಸಿನಿ, ವಿಷ್ಣುವರ್ಧನ್-ಮಾಧವಿ ಜೋಡಿ ಕನ್ನಡ ಚಿತ್ರರಂಗದ ಅಪೂರ್ವ ಜೋಡಿಯೆಂದು ಹೆಸರಾಗಿದೆ	[563, 359, 780, 419]
stars-appeal-title: ತಾರೆಯರಿಂದ ಮನವಿ	[953, 832, 1072, 853]
sadana-box-body: ಭಾರತೀಯ ಸಂಸದೀಯ ಮತ್ತು ಸಂವಿಧಾನ ಅಧ್ಯಯನ ಸಂಸ್ಥೆಯು ಸಂಸದೀಯ ಪ್ರಜಾಪ್ರಭುತ್ವದ ಮೌಲ್ಯಗಳನ್ನು ಎತ್ತಿಹಿಡಿಯುವ ಕೆಲಸ ಮಾಡುತ್ತಿದೆ. ಶಾಸಕರಿಗೆ ತರಬೇತಿ, ಸಂಶೋಧನೆ ಹಾಗೂ ಪ್ರಕಟಣೆಗಳ ಮೂಲಕ ಪ್ರಜಾಪ್ರಭುತ್ವವನ್ನು ಬಲಪಡಿಸುತ್ತಿದೆ ಎಂದು ಸಭಾಧ್ಯಕ್ಷರು ತಿಳಿಸಿದರು.	[909, 1717, 1184, 1783]
recipient-row	[1109, 878, 1320, 897]
saroja-guru-body: ಕನ್ನಡ ಚಿತ್ರರಂಗದ ಮೊದಲ ಮಹಿಳಾ ಸೂಪರ್‌ಸ್ಟಾರ್ ಎಂದು ಖ್ಯಾತರಾಗಿದ್ದ ಸರೋಜಾ ದೇವಿ ಅವರು ಬೆಂಗಳೂರಿನಲ್ಲಿ ಜನಿಸಿದರು. ಕಲಾವಿದರ ಕುಟುಂಬದಲ್ಲಿ ಬೆಳೆದ ಅವರು 17 ನೇ ವಯಸ್ಸಿನಲ್ಲಿ ಚಿತ್ರರಂಗ ಪ್ರವೇಶಿಸಿದರು. ಮಹಾಕವಿ ಕಾಳಿದಾಸ (1955) ಚಿತ್ರದ ಮೂಲಕ ಪ್ರಥಮ ಬಾರಿಗೆ ತೆರೆಗೆ ಬಂದರು. ಅನಂತರ ಹಲವಾರು ಭಾಷೆಗಳ ಚಿತ್ರಗಳಲ್ಲಿ ನಟಿಸಿ ಜನಪ್ರಿಯರಾದರು. ಕಿತ್ತೂರು ಚೆನ್ನಮ್ಮ ಚಿತ್ರದ ಪಾತ್ರ ಅವರಿಗೆ ದೊಡ್ಡ ಖ್ಯಾತಿ ತಂದುಕೊಟ್ಟಿತು.	[985, 315, 1247, 432]
state-award-body: ಕರ್ನಾಟಕ ರತ್ನ ಪ್ರಶಸ್ತಿ ಕರ್ನಾಟಕ ರಾಜ್ಯದ ಅತ್ಯುನ್ನತ ನಾಗರಿಕ ಪ್ರಶಸ್ತಿಯಾಗಿದೆ. ಈ ಪ್ರಶಸ್ತಿಯನ್ನು ಯಾವುದೇ ಕ್ಷೇತ್ರದಲ್ಲಿ ಅಸಾಧಾರಣ ಸೇವೆ ಸಲ್ಲಿಸಿದವರಿಗೆ ನೀಡಲಾಗುತ್ತದೆ. ಪ್ರಶಸ್ತಿಯನ್ನು 1992 ರಲ್ಲಿ ಸ್ಥಾಪಿಸಲಾಯಿತು. ಪ್ರಶಸ್ತಿಯು 50 ಗ್ರಾಂ ತೂಕದ ಚಿನ್ನದ ಪದಕ, ಒಂದು ಫಲಕ ಒಳಗೊಂಡಿದೆ. ಇದುವರೆಗೆ 10 ಜನರಿಗೆ ಈ ಪ್ರಶಸ್ತಿ ನೀಡಲಾಗಿದೆ. ಮೊದಲ ಪ್ರಶಸ್ತಿಯನ್ನು 1992 ರಲ್ಲಿ ಕುವೆಂಪು ಅವರಿಗೆ ನೀಡಲಾಗಿತ್ತು. 2022 ರಲ್ಲಿ ಪುನೀತ್ ರಾಜ್‌ಕುಮಾರ್ ಅವರಿಗೆ ನೀಡಲಾಗಿತ್ತು.	[1260, 315, 1503, 449]
bjp-box-title: ಹಲವು ಕಾರ್ಯಕ್ರಮ	[639, 1260, 889, 1292]
horoscope-sign-header	[180, 1715, 307, 1731]
quote-shruthi-author: ■ ಶೃತಿ, ನಟಿ	[1267, 816, 1325, 831]
ratna-kicker: ಕರ್ನಾಟಕ ರತ್ನಗಳು	[831, 1877, 945, 1900]
list-item: ▪ ರಾಜ್ಯ ಸರ್ಕಾರದ ರಾಜ್ಯೋತ್ಸವ ಪ್ರಶಸ್ತಿ	[796, 752, 950, 795]
saroja-awards-box	[796, 550, 950, 1009]
quote-sudharani-author-text: ಸುಧಾರಾಣಿ, ನಟಿ	[978, 800, 1047, 815]
rbi-headline: ಆರ್‌ಬಿಐ ಉದ್ಯೋಗಿಗೆ 98 ಸಾವಿರ ರೂ. ವಂಚನೆ	[358, 1698, 801, 1731]
kidi-line-3: ಒಳ್ಳೆಯ ಅಭ್ಯಾಸಗಳನ್ನು ಬೆಳೆಸುವ ಜವಾಬ್ದಾರಿ ಮನೆಯವರದ್ದೂ ಹೌದು!	[47, 1332, 290, 1345]
list-item: ▪ ಬೆಂಗಳೂರು ವಿಶ್ವವಿದ್ಯಾಲಯದಿಂದ ಗೌರವ ಡಾಕ್ಟರೇಟ್	[796, 966, 950, 1009]
saroja-guru-box	[985, 281, 1247, 434]
recipient-name: ಪುನೀತ್ ರಾಜ್‌ಕುಮಾರ್	[1159, 1033, 1257, 1048]
horoscope-sign-name: ಕನ್ಯಾ	[65, 1770, 88, 1788]
recipient-year: 1992	[1109, 860, 1145, 876]
multilingual-badge	[1116, 1107, 1186, 1177]
sadana-quote-2-text: ಸಂವಿಧಾನಾತ್ಮಕ ಮೌಲ್ಯಗಳನ್ನು ಎತ್ತಿಹಿಡಿದು ಸಾಮಾಜಿಕ, ರಾಜಕೀಯ ಮತ್ತು ಆರ್ಥಿಕ ಸ್ಥಿತಿಯನ್ನು ಸುಧಾರಿಸುವುದು ಈ ಸಮ್ಮೇಳನದ ಮುಖ್ಯ ಉದ್ದೇಶವಾಗಿದೆ. ಜನಪ್ರತಿನಿಧಿಗಳು ಸಕ್ರಿಯ ಶಾಸಕರು ಆಗಬೇಕು. ಜನರ ಸಮಸ್ಯೆ ಆಲಿಸಿ ಪರಿಹಾರ ನೀಡಬೇಕು.	[1247, 1693, 1491, 1758]
recipients-title: ಕರ್ನಾಟಕ ರತ್ನ ಪ್ರಶಸ್ತಿ ಪಡೆದವರ ಪಟ್ಟಿ	[1109, 833, 1308, 852]
list-item: ▪ ಬೆಂಗಳೂರಿನ ಬನಶಂಕರಿ ರಿಂಗ್‌ರಸ್ತೆಯಿಂದ ಕೆಂಗೇರಿ ವರೆಗಿನ 14.5 ಕಿ.ಮೀ ಉದ್ದದ ರಸ್ತೆಗೆ ವಿಷ್ಣುವರ್ಧನ್ ಹೆಸರಿಡಲಾಗಿದೆ.	[563, 590, 780, 650]
horoscope-sign-name: ತುಲಾ	[200, 1476, 229, 1494]
ratna-quote-box	[831, 2085, 1049, 2315]
recipient-year: 2000	[1109, 918, 1145, 933]
recipient-name: ಜಾವರೇಗೌಡ	[1159, 995, 1212, 1010]
quake-body: ಜಿಲ್ಲೆಯ ಆಳಂದ ತಾಲೂಕಿನ ಚಿಂಚನಸೂರು ಗ್ರಾಮದ ಸುತ್ತಮುತ್ತಲಿನ ಪ್ರದೇಶದಲ್ಲಿ ಗುರುವಾರ ಬೆಳಗ್ಗೆ 8.17 ಕ್ಕೆ ಲಘು ಭೂಕಂಪನ ಸಂಭವಿಸಿದೆ. ರಿಕ್ಟರ್ ಮಾಪಕದಲ್ಲಿ 2.3 ತೀವ್ರತೆ ದಾಖಲಾಗಿದೆ. ಭೂಮಿಯ 10 ಕಿ.ಮೀ ಆಳದಲ್ಲಿ ಕೇಂದ್ರಬಿಂದು ಇತ್ತು ಎಂದು ಕರ್ನಾಟಕ ರಾಜ್ಯ ನೈಸರ್ಗಿಕ ವಿಕೋಪ ಉಸ್ತುವಾರಿ ಕೇಂದ್ರ ತಿಳಿಸಿದೆ. ಯಾವುದೇ ಹಾನಿ ಸಂಭವಿಸಿಲ್ಲ. ಜನರು ಆತಂಕ ಪಡಬೇಕಾಗಿಲ್ಲ ಎಂದು ಜಿಲ್ಲಾಡಳಿತ ತಿಳಿಸಿದೆ.	[326, 1547, 889, 1595]
horoscope-sign-text: ಬಯಕೆ ಕುಂದು ನಿರೀಕ್ಷಿಸಬೇಕಾಗುತ್ತದೆ. ಇತರರನ್ನು ಅವಲಂಬಿಸದಿರಿ.	[45, 1495, 158, 1538]
films-count-language: ತಮಿಳು	[295, 621, 329, 637]
horoscope-sign-name: ಮೀನ	[200, 1770, 228, 1788]
recipient-name: ಡಾ. ದೇವಿಪ್ರಸಾದ್ ಶೆಟ್ಟಿ	[1159, 937, 1255, 952]
quote-mark-icon: “	[1209, 1681, 1235, 1734]
recipient-name: ಡಾ. ಶಿವಕುಮಾರ ಸ್ವಾಮೀಜಿ	[1159, 975, 1271, 991]
sadana-box-title: ಸಂಸದೀಯ ಸಂಘ ಮೌಲ್ಯ ಎತ್ತಿ ಹಿಡಿಯುವ ಸಂಸ್ಥೆ	[902, 1644, 1196, 1710]
recipients-list	[1109, 858, 1320, 1089]
horoscope-sign-name: ವೃಷಭ	[65, 1547, 98, 1565]
lead-sub-1: ಬಾಲ್ಯ ಜೀವನ:	[38, 460, 97, 473]
railway-dateline: ಪುತ್ತೂರು:	[1061, 1924, 1100, 1937]
print-dots-2	[537, 2347, 588, 2360]
horoscope-sign-name: ಸಿಂಹ	[65, 1714, 91, 1732]
sadana-quote-2-author-text: ಬಸವರಾಜ ಹೊರಟ್ಟಿ, ವಿಧಾನ ಪರಿಷತ್ ಸಭಾಪತಿ	[1263, 1832, 1461, 1848]
quote-mark-icon: “	[1209, 1489, 1235, 1542]
quake-rule	[326, 1478, 889, 1479]
horoscope-sign-text: ಇತ್ತೀಚಿನ ಕೆಲವು ಘಟನೆಗಳು ನಿಮಗೆ ನೋವು ತರಬಹುದು. ತಾಳ್ಮೆ ಇರಲಿ.	[180, 1495, 301, 1523]
recipient-row	[1109, 916, 1320, 935]
horoscope-sign-name: ಮಕರ	[200, 1659, 230, 1676]
horoscope-sign-name: ಕಟಕ	[65, 1659, 90, 1676]
horoscope-sign-header	[45, 1659, 172, 1676]
horoscope-sign-text: ಆರೋಗ್ಯದ ಕಡೆ ಗಮನ ಹರಿಸಿ. ಸಂಜೆ ಸಮಾಧಾನದ ವಾತಾವರಣ.	[180, 1621, 307, 1650]
recipient-year: 2009	[1109, 1014, 1145, 1029]
horoscope-sign-header	[45, 1604, 172, 1620]
rbi-body-col	[326, 1740, 889, 1774]
quote-sudharani-text: ವಿಷ್ಣುವರ್ಧನ್ ಹಾಗೂ ಬಿ.ಸರೋಜಾ ದೇವಿ ಅವರಿಗೆ ಮರಣೋತ್ತರ ಕರ್ನಾಟಕ ರತ್ನ ಪ್ರಶಸ್ತಿ ನೀಡಿರುವುದು ಸಂತಸದ ಸಂಗತಿ. ಸರೋಜಾದೇವಿ ಅವರು ಬದುಕಿದ್ದಾಗಲೇ ಸರ್ಕಾರ ಈ ಪ್ರಶಸ್ತಿ ನೀಡಬೇಕಿತ್ತು. ಆದರೂ ಈಗ ಇದು ಹೆಚ್ಚಿನ ಸಂತಸವಾಗುತ್ತದೆ.	[1076, 604, 1237, 700]
list-item: ▪ ಅಭಿನಯ ಸರಸ್ವತಿ ಗೌರವ	[796, 641, 950, 666]
lead-column-1	[38, 281, 275, 759]
sadana-side	[1202, 1273, 1503, 1416]
recipient-row	[1109, 935, 1320, 954]
horoscope-sign-header	[180, 1477, 307, 1493]
list-item: ▪ 9 ಫಿಲ್ಮ್‌ಫೇರ್ ಪ್ರಶಸ್ತಿಗಳು. 6 ಅತ್ಯುತ್ತಮ ನಟ ಮತ್ತು 1 ಜೀವಮಾನ ಸಾಧನೆ ಪ್ರಶಸ್ತಿ	[288, 767, 550, 810]
kidi-author: ವಾಸುದೇವರಾವ್ ಕಕ್ಕೆರಿಕೆ	[109, 1260, 198, 1273]
films-count-value: 201	[501, 566, 538, 587]
list-item: ▪ ಕೇಂದ್ರ ಸರಕಾರದಿಂದ ಪದ್ಮಶ್ರೀ, ಪದ್ಮಭೂಷಣ ಪ್ರಶಸ್ತಿ	[796, 598, 950, 641]
saroja-awards-title: ಸರೋಜಾ ದೇವಿ ಪ್ರಶಸ್ತಿಗಳ ಪಟ್ಟಿ	[796, 550, 950, 598]
